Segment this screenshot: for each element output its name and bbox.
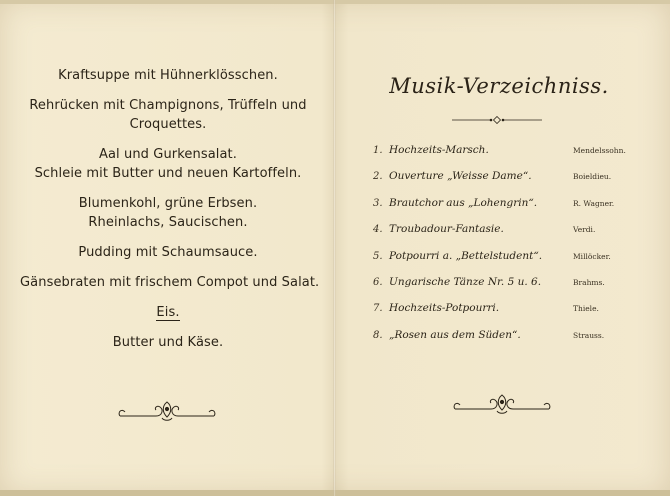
menu-line: Gänsebraten mit frischem Compot und Salat. (20, 275, 320, 290)
programme-piece: „Rosen aus dem Süden“. (389, 328, 521, 341)
programme-composer: Thiele. (573, 304, 599, 314)
scroll-flourish-icon (451, 391, 553, 417)
programme-number: 6. (373, 276, 383, 288)
programme-composer: Strauss. (573, 330, 605, 340)
programme-composer: Verdi. (573, 225, 596, 235)
programme-piece: Hochzeits-Potpourri. (389, 302, 500, 315)
programme-number: 4. (373, 224, 383, 236)
menu-line: Croquettes. (129, 117, 207, 132)
programme-piece: Ungarische Tänze Nr. 5 u. 6. (389, 275, 542, 288)
menu-line: Eis. (156, 305, 180, 320)
menu-item-7 (20, 303, 316, 322)
programme-row (373, 171, 641, 197)
menu-line: Schleie mit Butter und neuen Kartoffeln. (34, 166, 302, 181)
programme-piece: Potpourri a. „Bettelstudent“. (389, 249, 543, 262)
programme-piece: Troubadour-Fantasie. (389, 223, 504, 236)
programme-piece: Ouverture „Weisse Dame“. (389, 170, 532, 183)
programme-composer: Mendelssohn. (573, 146, 626, 155)
menu-line: Kraftsuppe mit Hühnerklösschen. (58, 68, 278, 83)
programme-composer: Brahms. (573, 277, 605, 287)
menu-line: Pudding mit Schaumsauce. (78, 245, 258, 260)
programme-row (373, 277, 641, 303)
menu-item-5 (20, 243, 316, 262)
programme-row (373, 330, 641, 356)
programme-composer: R. Wagner. (573, 198, 615, 208)
programme-row (373, 145, 641, 171)
programme-number: 3. (373, 197, 383, 209)
menu-item-3 (20, 145, 316, 183)
programme-row (373, 303, 641, 329)
music-title: Musik-Verzeichniss. (389, 74, 609, 98)
programme-number: 7. (373, 303, 383, 315)
card-fold (333, 0, 336, 496)
menu-item-2 (20, 96, 316, 134)
programme-number: 1. (373, 145, 383, 156)
menu-line: Rheinlachs, Saucischen. (88, 215, 248, 230)
music-programme (373, 145, 641, 356)
programme-number: 5. (373, 250, 383, 262)
programme-piece: Hochzeits-Marsch. (389, 144, 489, 156)
menu-line: Rehrücken mit Champignons, Trüffeln und (29, 98, 307, 113)
programme-composer: Millöcker. (573, 251, 611, 261)
menu-item-8 (20, 333, 316, 352)
programme-composer: Boieldieu. (573, 172, 612, 182)
programme-row (373, 198, 641, 224)
programme-piece: Brautchor aus „Lohengrin“. (389, 196, 538, 209)
menu-item-4 (20, 194, 316, 232)
menu-list (20, 66, 320, 352)
scroll-flourish-icon (116, 398, 218, 424)
programme-row (373, 251, 641, 277)
programme-number: 8. (373, 329, 383, 341)
menu-line: Blumenkohl, grüne Erbsen. (78, 196, 258, 211)
menu-item-6 (20, 273, 320, 292)
programme-number: 2. (373, 171, 383, 183)
menu-line: Aal und Gurkensalat. (99, 147, 237, 162)
menu-line: Butter und Käse. (112, 335, 224, 350)
programme-row (373, 224, 641, 250)
diamond-rule-icon (450, 116, 544, 124)
menu-item-1 (20, 66, 316, 85)
